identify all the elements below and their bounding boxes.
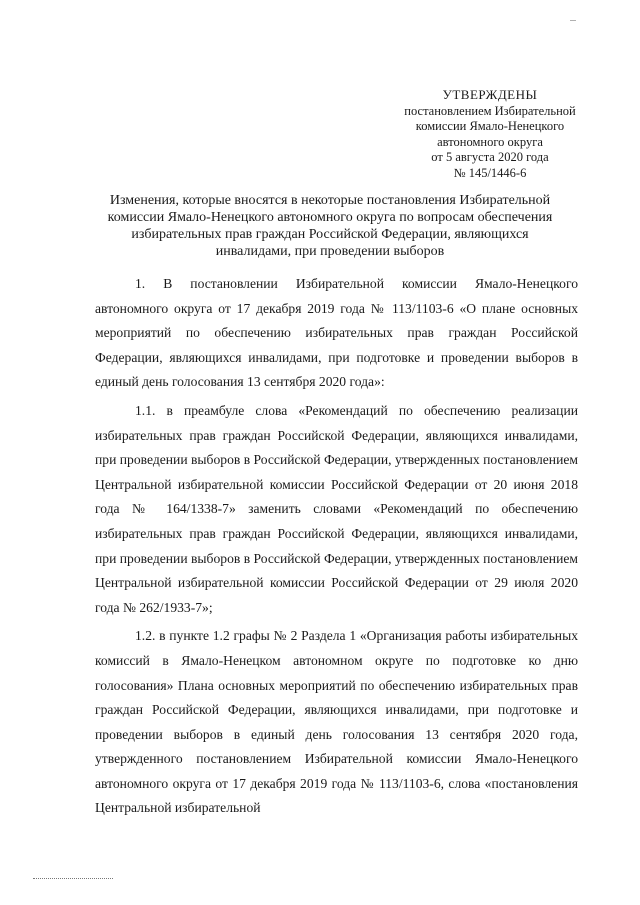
- scan-artifact-mark: [570, 20, 576, 21]
- paragraph-1-1: 1.1. в преамбуле слова «Рекомендаций по обеспечению реализации избирательных прав граждан Российской Федерации, являющихся инвалидами, при проведении выборов в Российской Федерации, утвержденных постановлением Центральной избирательной комиссии Российской Федерации от 20 июня 2018 года № 164/1338-7» заменить словами «Рекомендаций по обеспечению избирательных прав граждан Российской Федерации, являющихся инвалидами, при проведении выборов в Российской Федерации, утвержденных постановлением Центральной избирательной комиссии Российской Федерации от 29 июля 2020 года № 262/1933-7»;: [95, 402, 578, 615]
- paragraph-1-2: 1.2. в пункте 1.2 графы № 2 Раздела 1 «Организация работы избирательных комиссий в Ямало-Ненецком автономном округе по подготовке ко дню голосования» Плана основных мероприятий по обеспечению избирательных прав граждан Российской Федерации, являющихся инвалидами, при подготовке и проведении выборов в единый день голосования 13 сентября 2020 года, утвержденного постановлением Избирательной комиссии Ямало-Ненецкого автономного округа от 17 декабря 2019 года № 113/1103-6, слова «постановления Центральной избирательной: [95, 628, 578, 816]
- approval-line-3: автономного округа: [437, 134, 543, 149]
- approval-line-1: постановлением Избирательной: [404, 103, 576, 118]
- approval-line-4: от 5 августа 2020 года: [431, 150, 549, 165]
- document-title: Изменения, которые вносятся в некоторые постановления Избирательной комиссии Ямало-Ненецкого автономного округа по вопросам обеспечения избирательных прав граждан Российской Федерации, являющихся инвалидами, при проведении выборов: [107, 193, 553, 259]
- approval-title: УТВЕРЖДЕНЫ: [442, 87, 538, 102]
- approval-line-2: комиссии Ямало-Ненецкого: [415, 119, 565, 134]
- approval-stamp-block: [390, 87, 590, 182]
- approval-line-5: № 145/1446-6: [453, 165, 527, 180]
- paragraph-1: 1. В постановлении Избирательной комиссии Ямало-Ненецкого автономного округа от 17 декабря 2019 года № 113/1103-6 «О плане основных мероприятий по обеспечению избирательных прав граждан Российской Федерации, являющихся инвалидами, при подготовке и проведении выборов в единый день голосования 13 сентября 2020 года»:: [95, 276, 578, 390]
- document-body: [95, 272, 578, 825]
- footer-dotted-rule: [33, 878, 113, 879]
